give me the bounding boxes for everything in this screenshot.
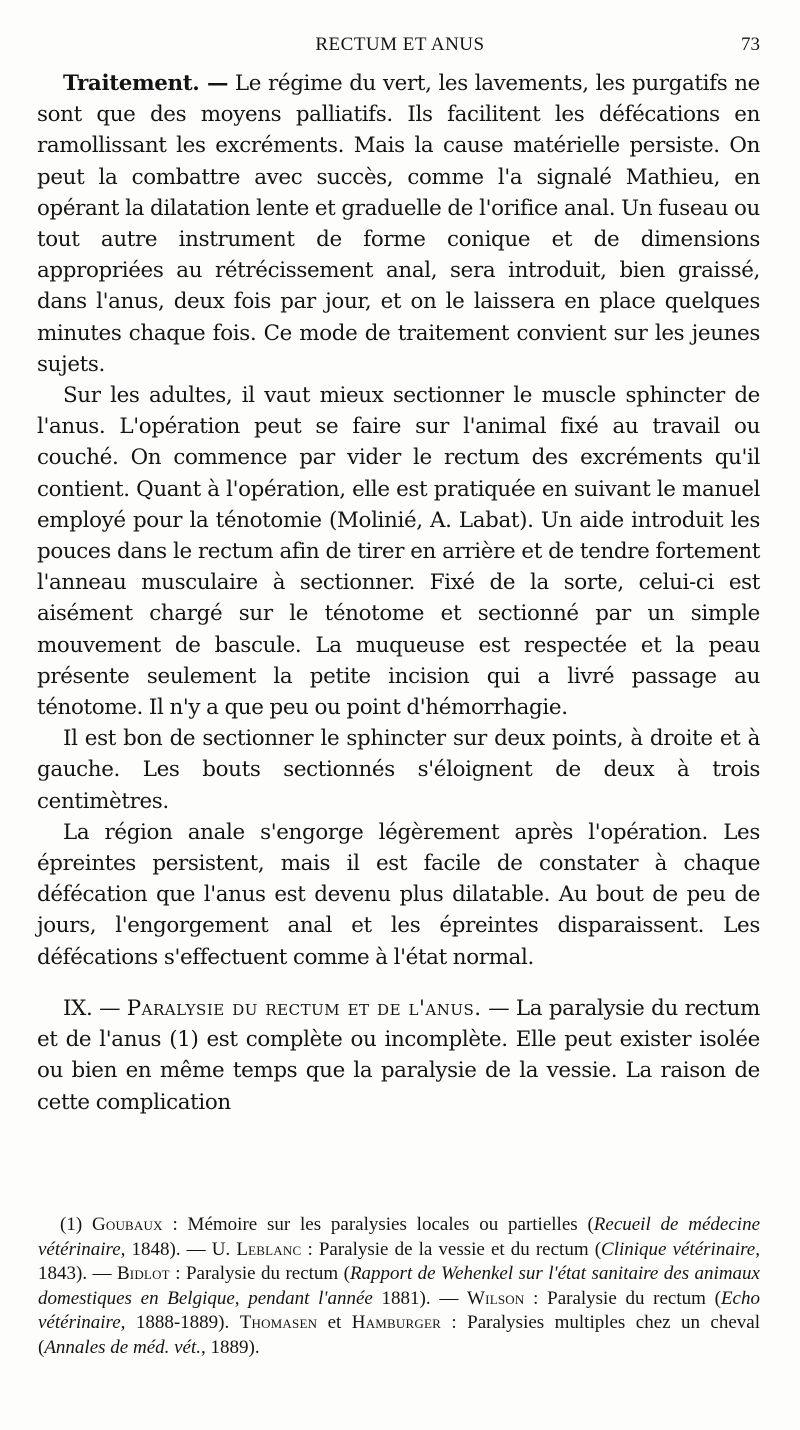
footnote-1 [38, 1213, 760, 1361]
footnote-text: : Paralysie de la vessie et du rectum ( [301, 1238, 602, 1260]
footnote-text: , 1889). [201, 1336, 260, 1358]
footnote-text: 1843). — [38, 1263, 117, 1285]
footnote-source: Annales de méd. vét. [44, 1336, 202, 1358]
footnote-text: : Paralysies multiples chez un cheval ( [38, 1312, 761, 1358]
paragraph-two-points: Il est bon de sectionner le sphincter sur deux points, à droite et à gauche. Les bouts sectionnés s'éloignent de deux à trois centimètres. [37, 726, 760, 814]
footnote-text: : Paralysie du rectum ( [524, 1287, 721, 1309]
footnote-text: 1848). — U. [125, 1238, 237, 1260]
footnotes [38, 1213, 760, 1361]
page-header [38, 34, 762, 60]
footnote-marker: (1) [60, 1214, 92, 1235]
footnote-author: Hamburger [351, 1312, 441, 1334]
main-text [37, 68, 760, 1118]
section-text: La paralysie du rectum et de l'anus (1) est complète ou incomplète. Elle peut exister isolée ou bien en même temps que la paralysie de la vessie. La raison de cette complication [37, 995, 760, 1115]
section-title: Paralysie du rectum et de l'anus. [126, 995, 482, 1021]
paragraph-text: Le régime du vert, les lavements, les purgatifs ne sont que des moyens palliatifs. Ils facilitent les défécations en ramollissant les excréments. Mais la cause matérielle persiste. On peut la combattre avec succès, comme l'a signalé Mathieu, en opérant la dilatation lente et graduelle de l'orifice anal. Un fuseau ou tout autre instrument de forme conique et de dimensions appropriées au rétrécissement anal, sera introduit, bien graissé, dans l'anus, deux fois par jour, et on le laissera en place quelques minutes chaque fois. Ce mode de traitement convient sur les jeunes sujets. [37, 71, 760, 377]
section-dash: — [481, 995, 516, 1021]
paragraph-treatment [37, 68, 760, 380]
footnote-source: Clinique vétérinaire, [601, 1238, 760, 1260]
footnote-author: Wilson [467, 1287, 525, 1309]
paragraph-postop: La région anale s'engorge légèrement après l'opération. Les épreintes persistent, mais il est facile de constater à chaque défécation que l'anus est devenu plus dilatable. Au bout de peu de jours, l'engorgement anal et les épreintes disparaissent. Les défécations s'effectuent comme à l'état normal. [37, 819, 760, 970]
footnote-text: 1888-1889). [125, 1312, 240, 1334]
footnote-author: Leblanc [236, 1238, 302, 1260]
footnote-text: : Paralysie du rectum ( [169, 1263, 350, 1285]
footnote-source: Rapport de Wehenkel sur l'état sanitaire des animaux domestiques en Belgique, pendant l'année [38, 1263, 760, 1309]
footnote-author: Bidlot [116, 1263, 170, 1285]
running-title: RECTUM ET ANUS [315, 34, 485, 55]
footnote-author: Thomasen [239, 1312, 318, 1334]
footnote-source: Echo vétérinaire, [38, 1287, 760, 1334]
footnote-source: Recueil de médecine vétérinaire, [38, 1214, 760, 1260]
run-in-heading: Traitement. — [63, 71, 228, 96]
paragraph-adults: Sur les adultes, il vaut mieux sectionner le muscle sphincter de l'anus. L'opération peut se faire sur l'animal fixé au travail ou couché. On commence par vider le rectum des excréments qu'il contient. Quant à l'opération, elle est pratiquée en suivant le manuel employé pour la ténotomie (Molinié, A. Labat). Un aide introduit les pouces dans le rectum afin de tirer en arrière et de tendre fortement l'anneau musculaire à sectionner. Fixé de la sorte, celui-ci est aisément chargé sur le ténotome et sectionné par un simple mouvement de bascule. La muqueuse est respectée et la peau présente seulement la petite incision qui a livré passage au ténotome. Il n'y a que peu ou point d'hémorrhagie. [37, 383, 760, 721]
footnote-text: 1881). — [372, 1287, 468, 1309]
footnote-text: et [317, 1312, 352, 1334]
footnote-author: Goubaux [91, 1214, 163, 1235]
section-number: IX. — [63, 995, 121, 1021]
footnote-text: : Mémoire sur les paralysies locales ou partielles ( [162, 1214, 594, 1235]
page-number: 73 [741, 34, 760, 55]
section-ix [37, 993, 760, 1118]
